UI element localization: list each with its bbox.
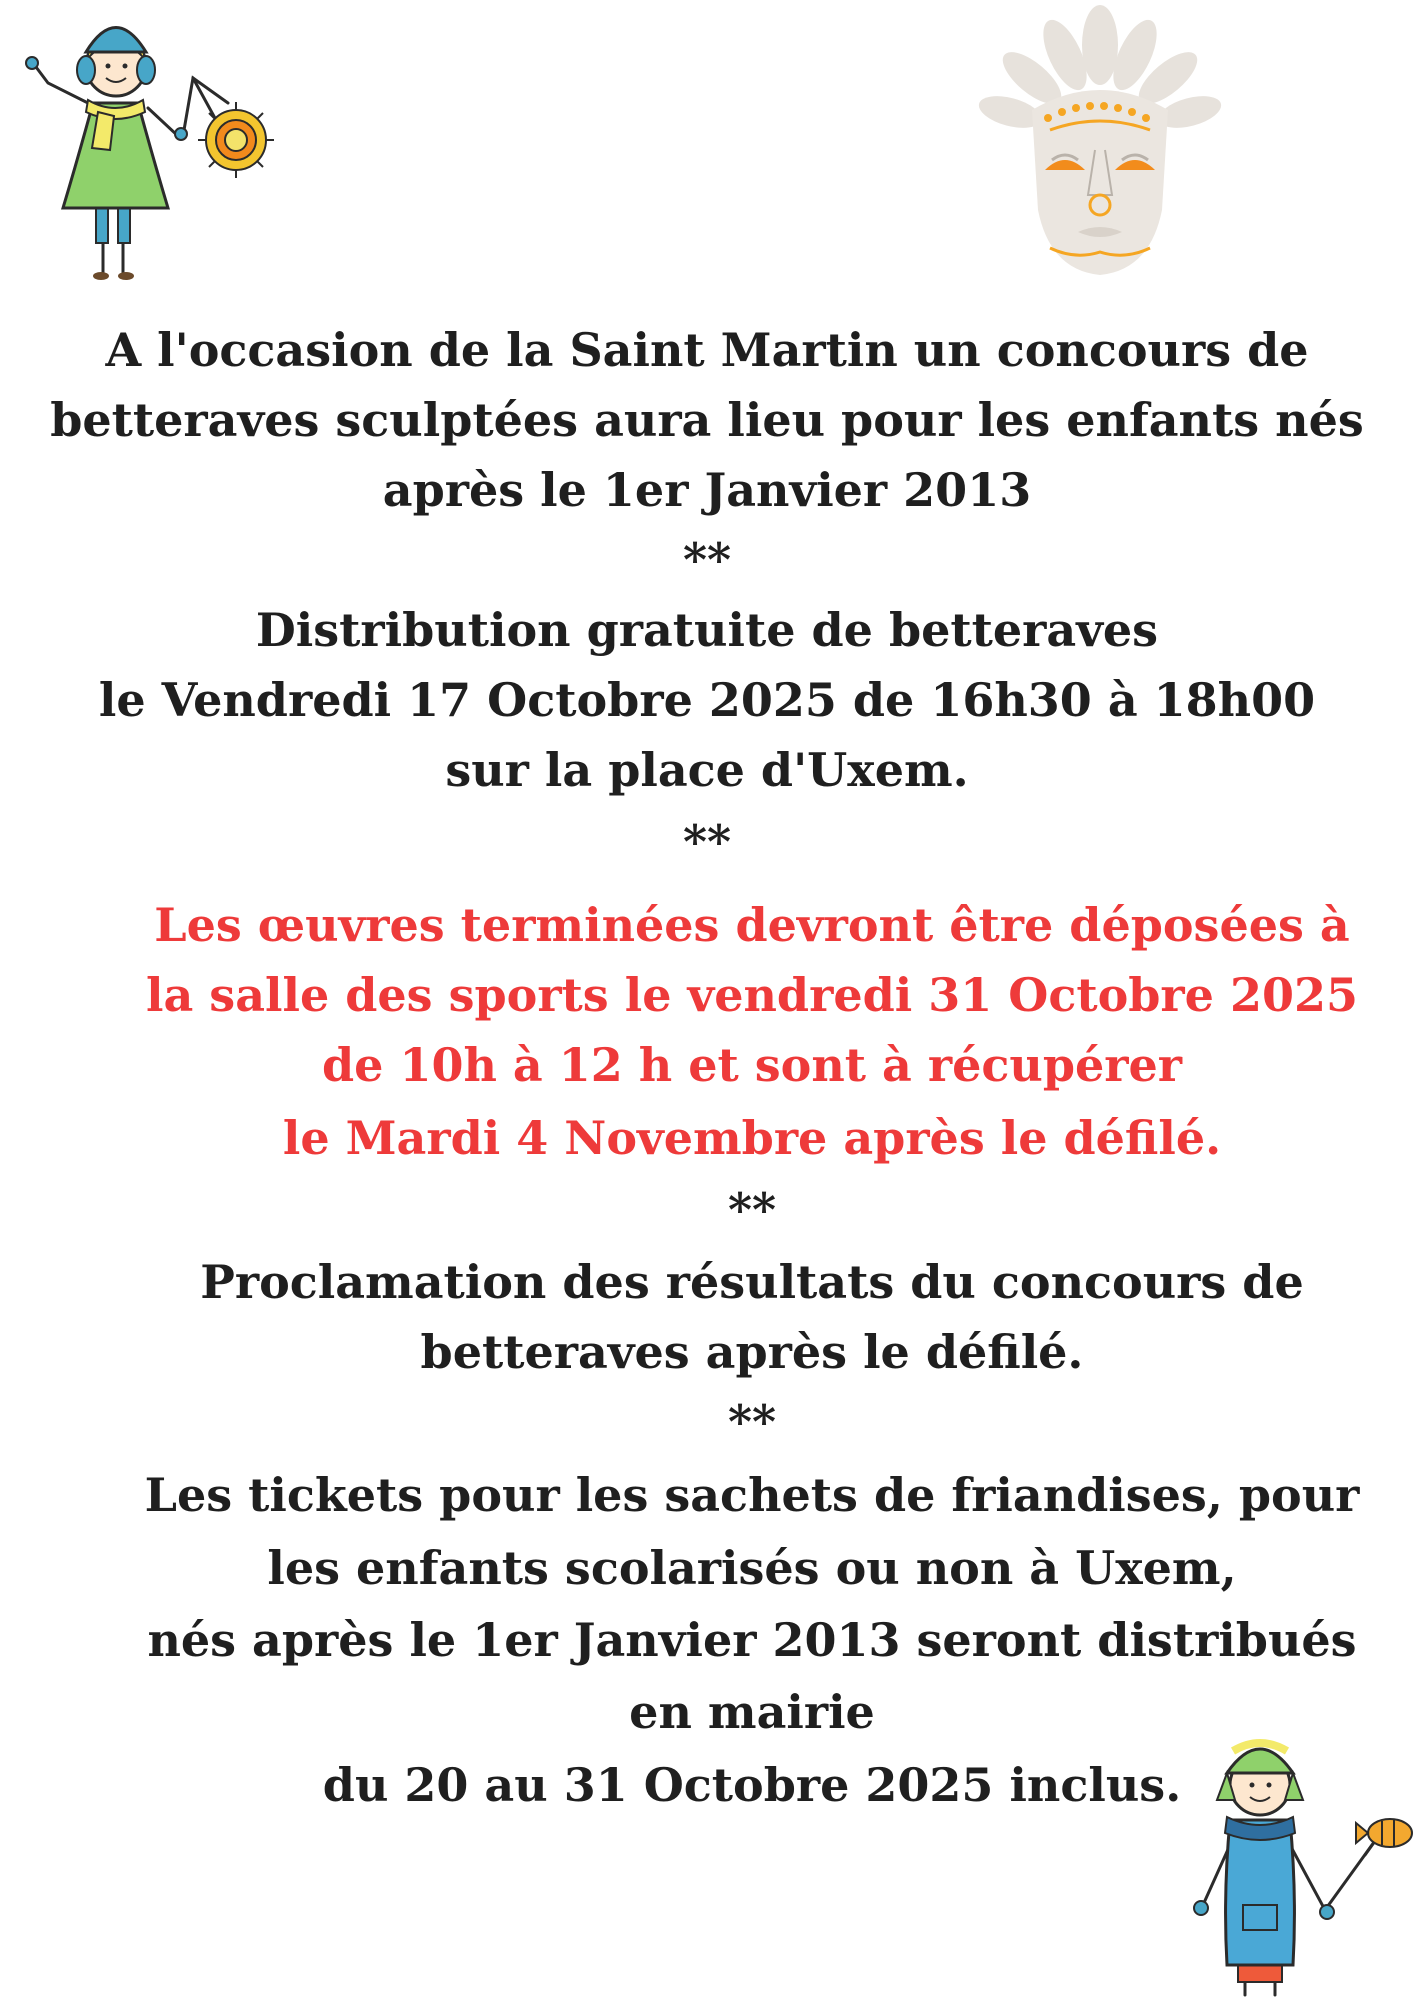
distribution-line-2: le Vendredi 17 Octobre 2025 de 16h30 à 18h00 bbox=[98, 673, 1316, 727]
tickets-line-2: les enfants scolarisés ou non à Uxem, bbox=[267, 1541, 1237, 1595]
intro-line-2: betteraves sculptées aura lieu pour les enfants nés bbox=[50, 393, 1364, 447]
child-with-lantern-icon bbox=[18, 8, 288, 288]
distribution-line-1: Distribution gratuite de betteraves bbox=[255, 603, 1159, 657]
child-with-lantern-icon bbox=[1175, 1705, 1414, 2000]
tickets-line-4: en mairie bbox=[629, 1685, 875, 1739]
tickets-line-5: du 20 au 31 Octobre 2025 inclus. bbox=[322, 1758, 1182, 1812]
deposit-line-2: la salle des sports le vendredi 31 Octobre 2025 bbox=[146, 968, 1358, 1022]
separator: ** bbox=[727, 1183, 777, 1237]
distribution-line-3: sur la place d'Uxem. bbox=[445, 743, 969, 797]
decorative-mask-icon bbox=[970, 0, 1230, 290]
deposit-line-3: de 10h à 12 h et sont à récupérer bbox=[322, 1038, 1182, 1092]
deposit-line-4: le Mardi 4 Novembre après le défilé. bbox=[282, 1111, 1222, 1165]
results-line-1: Proclamation des résultats du concours de bbox=[200, 1255, 1304, 1309]
intro-line-1: A l'occasion de la Saint Martin un concours de bbox=[105, 323, 1309, 377]
separator: ** bbox=[682, 815, 732, 869]
deposit-line-1: Les œuvres terminées devront être déposées à bbox=[154, 898, 1350, 952]
separator: ** bbox=[727, 1395, 777, 1449]
separator: ** bbox=[682, 533, 732, 587]
intro-line-3: après le 1er Janvier 2013 bbox=[382, 463, 1032, 517]
results-line-2: betteraves après le défilé. bbox=[420, 1325, 1084, 1379]
tickets-line-1: Les tickets pour les sachets de friandises, pour bbox=[144, 1468, 1360, 1522]
tickets-line-3: nés après le 1er Janvier 2013 seront distribués bbox=[147, 1613, 1357, 1667]
